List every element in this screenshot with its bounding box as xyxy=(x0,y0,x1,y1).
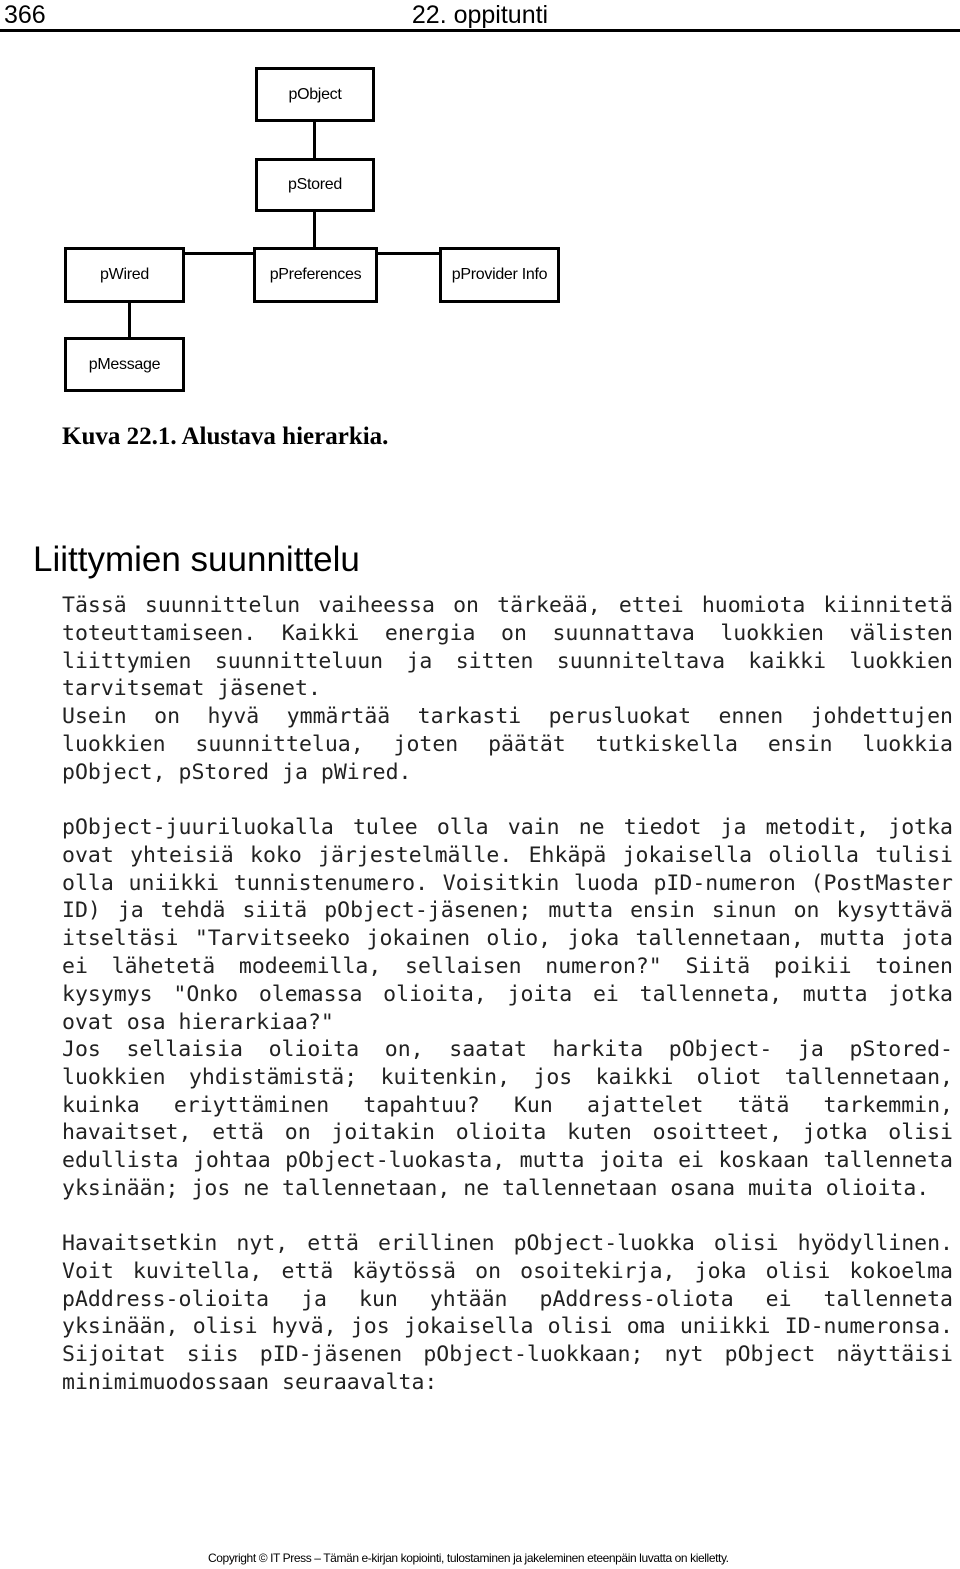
chapter-title: 22. oppitunti xyxy=(411,1,549,29)
node-pmessage: pMessage xyxy=(64,337,185,392)
page-header xyxy=(0,0,960,32)
paragraph-1: Tässä suunnittelun vaiheessa on tärkeää, ettei huomiota kiinnitetä toteuttamiseen. Kaikki energia on suunnattava luokkien välisten liittymien suunnitteluun ja sitten suunniteltava kaikki luokkien tarvitsemat jäsenet. xyxy=(62,593,953,702)
paragraph-4: Jos sellaisia olioita on, saatat harkita pObject- ja pStored-luokkien yhdistämistä; kuitenkin, jos kaikki oliot tallennetaan, kuinka eriyttäminen tapahtuu? Kun ajattelet tätä tarkemmin, havaitset, että on joitakin olioita kuten osoitteet, jotka olisi edullista johtaa pObject-luokasta, mutta joita ei koskaan tallenneta yksinään; jos ne tallennetaan, ne tallennetaan osana muita olioita. xyxy=(62,1037,953,1201)
paragraph-5: Havaitsetkin nyt, että erillinen pObject-luokka olisi hyödyllinen. Voit kuvitella, että käytössä on osoitekirja, joka olisi kokoelma pAddress-olioita ja kun yhtään pAddress-oliota ei tallenneta yksinään, olisi hyvä, jos jokaisella olisi oma uniikki ID-numeronsa. Sijoitat siis pID-jäsenen pObject-luokkaan; nyt pObject näyttäisi minimimuodossaan seuraavalta: xyxy=(62,1231,953,1395)
node-pobject: pObject xyxy=(255,67,375,122)
section-heading: Liittymien suunnittelu xyxy=(33,540,360,579)
connector-pwired-pmessage xyxy=(128,303,131,340)
figure-caption: Kuva 22.1. Alustava hierarkia. xyxy=(62,423,389,450)
node-pwired: pWired xyxy=(64,247,185,303)
node-pstored: pStored xyxy=(255,158,375,212)
header-rule xyxy=(0,29,960,32)
node-pprovider-info: pProvider Info xyxy=(439,247,560,303)
class-hierarchy-diagram xyxy=(0,60,620,400)
paragraph-3: pObject-juuriluokalla tulee olla vain ne tiedot ja metodit, jotka ovat yhteisiä koko järjestelmälle. Ehkäpä jokaisella oliolla tulisi olla uniikki tunnistenumero. Voisitkin luoda pID-numeron (PostMaster ID) ja tehdä siitä pObject-jäsenen; mutta ensin sinun on kysyttävä itseltäsi "Tarvitseeko jokainen olio, joka tallennetaan, mutta jota ei lähetetä modeemilla, sellaisen numeron?" Siitä poikii toinen kysymys "Onko olemassa olioita, joita ei tallenneta, mutta jotka ovat osa hierarkiaa?" xyxy=(62,815,953,1035)
copyright-footer: Copyright © IT Press – Tämän e-kirjan kopiointi, tulostaminen ja jakeleminen eteenpäin luvatta on kielletty. xyxy=(208,1551,729,1565)
node-ppreferences: pPreferences xyxy=(253,247,378,303)
paragraph-2: Usein on hyvä ymmärtää tarkasti perusluokat ennen johdettujen luokkien suunnittelua, joten päätät tutkiskella ensin luokkia pObject, pStored ja pWired. xyxy=(62,704,953,785)
page-number: 366 xyxy=(4,1,46,29)
connector-pobject-pstored xyxy=(313,122,316,161)
